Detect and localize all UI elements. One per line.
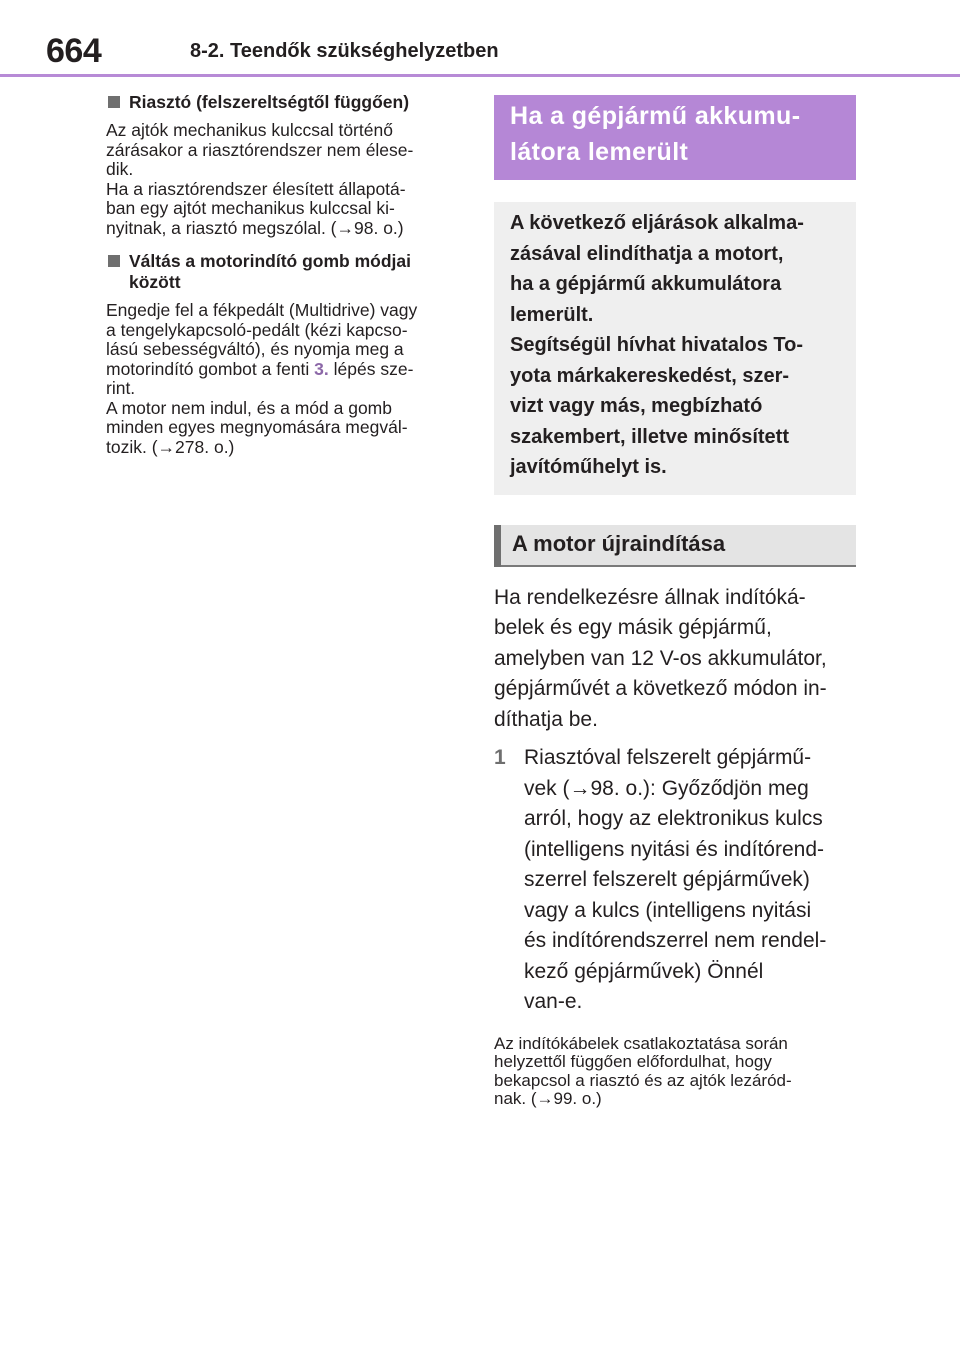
battery-info-box: A következő eljárások alkalma- zásával elindíthatja a motort, ha a gépjármű akkumulátora lemerült. Segítségül hívhat hivatalos To- yota márkakereskedést, szer- vizt vagy más, megbízható szakembert, illetve minősített javítóműhelyt is. [494, 202, 856, 495]
section-title: 8-2. Teendők szükséghelyzetben [190, 40, 499, 62]
cable-note: Az indítókábelek csatlakoztatása során helyzettől függően előfordulhat, hogy bekapcsol a riasztó és az ajtók lezáród- nak. (→99. o.) [494, 1033, 792, 1108]
mode-text [106, 301, 466, 457]
restart-heading: A motor újraindítása [494, 525, 856, 567]
step-reference: 3. [314, 358, 329, 379]
alarm-heading [106, 92, 466, 113]
step-1-text: Riasztóval felszerelt gépjármű- vek (→98. o.): Győződjön meg arról, hogy az elektronikus kulcs (intelligens nyitási és indítórend- szerrel felszerelt gépjárművek) vagy a kulcs (intelligens nyitási és indítórendszerrel nem rendel- kező gépjárművek) Önnél van-e. [524, 746, 827, 1013]
page-number: 664 [46, 32, 102, 70]
restart-text: Ha rendelkezésre állnak indítóká- belek és egy másik gépjármű, amelyben van 12 V-os akkumulátor, gépjárművét a következő módon in- díthatja be. [494, 585, 827, 731]
alarm-text: Az ajtók mechanikus kulccsal történő zárásakor a riasztórendszer nem élese- dik. Ha a riasztórendszer élesített állapotá- ban egy ajtót mechanikus kulccsal ki- nyitnak, a riasztó megszólal. (→98. o.) [106, 120, 414, 238]
mode-text-after: lépés sze- rint. A motor nem indul, és a mód a gomb minden egyes megnyomására megvál- tozik. (→278. o.) [106, 358, 414, 457]
mode-heading [106, 251, 466, 293]
square-bullet-icon [108, 96, 120, 108]
square-bullet-icon [108, 255, 120, 267]
header-rule [0, 74, 960, 77]
mode-text-before: Engedje fel a fékpedált (Multidrive) vagy a tengelykapcsoló-pedált (kézi kapcso- lású sebességváltó), és nyomja meg a motorindító gombot a fenti [106, 300, 418, 379]
step-1 [494, 743, 856, 1018]
alarm-heading-text: Riasztó (felszereltségtől függően) [129, 92, 410, 112]
step-1-number: 1 [494, 746, 506, 769]
battery-section-title: Ha a gépjármű akkumu- látora lemerült [494, 95, 856, 180]
left-column [106, 92, 466, 470]
mode-heading-text: Váltás a motorindító gomb módjai között [129, 251, 411, 292]
right-column [494, 95, 856, 1109]
